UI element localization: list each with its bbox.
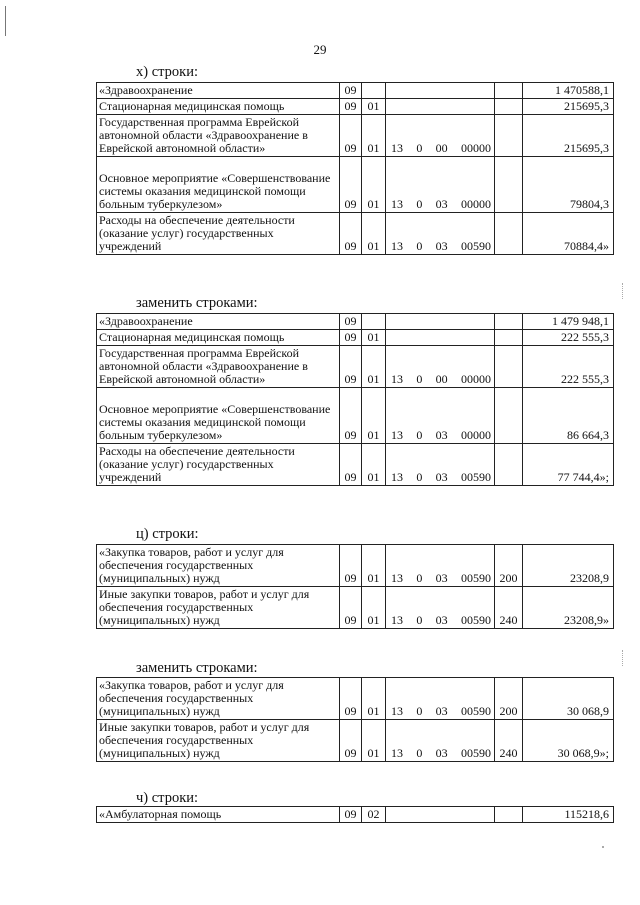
table-row (97, 807, 614, 823)
pr-cell: 01 (362, 587, 386, 629)
rz-cell: 09 (340, 587, 362, 629)
row-name: Иные закупки товаров, работ и услуг для обеспечения государственных (муниципальных) нужд (97, 720, 340, 762)
vr-cell: 200 (495, 678, 523, 720)
vr-cell (495, 807, 523, 823)
code-part: 0 (416, 141, 423, 155)
code-part: 03 (435, 571, 448, 585)
table-row (97, 99, 614, 115)
vr-cell (495, 115, 523, 157)
pr-cell: 01 (362, 678, 386, 720)
code-part: 0 (416, 704, 423, 718)
code-part: 13 (391, 746, 403, 760)
vr-cell (495, 83, 523, 99)
budget-table (96, 313, 614, 486)
target-code-cell (386, 83, 495, 99)
code-part: 00 (435, 141, 448, 155)
table-row (97, 587, 614, 629)
rz-cell: 09 (340, 330, 362, 346)
row-name: Основное мероприятие «Совершенствование системы оказания медицинской помощи больным туберкулезом» (97, 388, 340, 444)
code-part: 13 (391, 470, 403, 484)
page-number: 29 (313, 42, 327, 57)
code-part: 13 (391, 613, 403, 627)
table-row (97, 213, 614, 255)
code-part: 00590 (460, 704, 491, 718)
sum-cell: 30 068,9 (523, 678, 614, 720)
target-code-cell (386, 720, 495, 762)
pr-cell: 01 (362, 720, 386, 762)
rz-cell: 09 (340, 807, 362, 823)
code-part: 0 (416, 197, 423, 211)
code-part: 00590 (460, 613, 491, 627)
code-part: 03 (435, 470, 448, 484)
vr-cell (495, 99, 523, 115)
vr-cell (495, 330, 523, 346)
row-name: «Здравоохранение (97, 83, 340, 99)
code-part: 03 (435, 613, 448, 627)
code-part: 0 (416, 239, 423, 253)
sum-cell: 222 555,3 (523, 346, 614, 388)
target-code-cell (386, 314, 495, 330)
row-name: «Амбулаторная помощь (97, 807, 340, 823)
table-row (97, 314, 614, 330)
sum-cell: 222 555,3 (523, 330, 614, 346)
vr-cell (495, 157, 523, 213)
rz-cell: 09 (340, 213, 362, 255)
vr-cell: 240 (495, 587, 523, 629)
scan-artifact (622, 650, 624, 666)
target-code-cell (386, 587, 495, 629)
target-code-cell (386, 346, 495, 388)
section-heading: заменить строками: (136, 660, 258, 676)
rz-cell: 09 (340, 157, 362, 213)
code-part: 0 (416, 428, 423, 442)
pr-cell: 01 (362, 157, 386, 213)
code-part: 13 (391, 704, 403, 718)
vr-cell (495, 213, 523, 255)
table-row (97, 115, 614, 157)
code-part: 00590 (460, 470, 491, 484)
sum-cell: 77 744,4»; (523, 444, 614, 486)
vr-cell: 240 (495, 720, 523, 762)
pr-cell: 02 (362, 807, 386, 823)
pr-cell: 01 (362, 115, 386, 157)
table-row (97, 545, 614, 587)
table-row (97, 388, 614, 444)
table-row (97, 157, 614, 213)
target-code-cell (386, 388, 495, 444)
rz-cell: 09 (340, 444, 362, 486)
budget-table (96, 82, 614, 255)
row-name: Стационарная медицинская помощь (97, 330, 340, 346)
rz-cell: 09 (340, 346, 362, 388)
rz-cell: 09 (340, 115, 362, 157)
rz-cell: 09 (340, 83, 362, 99)
target-code-cell (386, 545, 495, 587)
code-part: 03 (435, 428, 448, 442)
vr-cell (495, 388, 523, 444)
code-part: 13 (391, 571, 403, 585)
sum-cell: 79804,3 (523, 157, 614, 213)
target-code-cell (386, 213, 495, 255)
vr-cell: 200 (495, 545, 523, 587)
row-name: Государственная программа Еврейской автономной области «Здравоохранение в Еврейской автономной области» (97, 115, 340, 157)
pr-cell (362, 314, 386, 330)
rz-cell: 09 (340, 720, 362, 762)
pr-cell: 01 (362, 346, 386, 388)
code-part: 03 (435, 239, 448, 253)
sum-cell: 23208,9 (523, 545, 614, 587)
code-part: 03 (435, 704, 448, 718)
code-part: 13 (391, 239, 403, 253)
target-code-cell (386, 330, 495, 346)
budget-table (96, 544, 614, 629)
code-part: 13 (391, 197, 403, 211)
row-name: «Закупка товаров, работ и услуг для обеспечения государственных (муниципальных) нужд (97, 678, 340, 720)
section-heading: х) строки: (136, 64, 198, 80)
target-code-cell (386, 678, 495, 720)
row-name: «Здравоохранение (97, 314, 340, 330)
code-part: 00 (435, 372, 448, 386)
rz-cell: 09 (340, 388, 362, 444)
rz-cell: 09 (340, 545, 362, 587)
pr-cell: 01 (362, 330, 386, 346)
rz-cell: 09 (340, 314, 362, 330)
sum-cell: 30 068,9»; (523, 720, 614, 762)
scan-artifact (602, 846, 604, 848)
target-code-cell (386, 807, 495, 823)
vr-cell (495, 444, 523, 486)
target-code-cell (386, 99, 495, 115)
code-part: 00000 (460, 428, 491, 442)
table-row (97, 678, 614, 720)
section-heading: ч) строки: (136, 790, 199, 806)
section-heading: заменить строками: (136, 295, 258, 311)
sum-cell: 215695,3 (523, 99, 614, 115)
row-name: Иные закупки товаров, работ и услуг для обеспечения государственных (муниципальных) нужд (97, 587, 340, 629)
pr-cell: 01 (362, 545, 386, 587)
row-name: Государственная программа Еврейской автономной области «Здравоохранение в Еврейской автономной области» (97, 346, 340, 388)
row-name: Стационарная медицинская помощь (97, 99, 340, 115)
target-code-cell (386, 115, 495, 157)
sum-cell: 23208,9» (523, 587, 614, 629)
code-part: 00000 (460, 372, 491, 386)
table-row (97, 444, 614, 486)
table-row (97, 720, 614, 762)
code-part: 0 (416, 372, 423, 386)
scan-artifact (622, 283, 624, 299)
sum-cell: 70884,4» (523, 213, 614, 255)
pr-cell: 01 (362, 213, 386, 255)
target-code-cell (386, 157, 495, 213)
pr-cell (362, 83, 386, 99)
rz-cell: 09 (340, 99, 362, 115)
sum-cell: 86 664,3 (523, 388, 614, 444)
sum-cell: 215695,3 (523, 115, 614, 157)
budget-table (96, 677, 614, 762)
code-part: 13 (391, 372, 403, 386)
section-heading: ц) строки: (136, 526, 199, 542)
margin-mark (5, 6, 6, 36)
code-part: 03 (435, 197, 448, 211)
code-part: 13 (391, 428, 403, 442)
code-part: 00590 (460, 571, 491, 585)
rz-cell: 09 (340, 678, 362, 720)
sum-cell: 1 470588,1 (523, 83, 614, 99)
row-name: «Закупка товаров, работ и услуг для обеспечения государственных (муниципальных) нужд (97, 545, 340, 587)
budget-table (96, 806, 614, 823)
table-row (97, 83, 614, 99)
row-name: Расходы на обеспечение деятельности (оказание услуг) государственных учреждений (97, 444, 340, 486)
vr-cell (495, 314, 523, 330)
target-code-cell (386, 444, 495, 486)
code-part: 00000 (460, 197, 491, 211)
table-row (97, 330, 614, 346)
code-part: 0 (416, 470, 423, 484)
code-part: 00000 (460, 141, 491, 155)
sum-cell: 115218,6 (523, 807, 614, 823)
code-part: 00590 (460, 239, 491, 253)
code-part: 13 (391, 141, 403, 155)
pr-cell: 01 (362, 444, 386, 486)
code-part: 0 (416, 746, 423, 760)
row-name: Основное мероприятие «Совершенствование системы оказания медицинской помощи больным туберкулезом» (97, 157, 340, 213)
code-part: 03 (435, 746, 448, 760)
vr-cell (495, 346, 523, 388)
table-row (97, 346, 614, 388)
pr-cell: 01 (362, 388, 386, 444)
row-name: Расходы на обеспечение деятельности (оказание услуг) государственных учреждений (97, 213, 340, 255)
pr-cell: 01 (362, 99, 386, 115)
code-part: 0 (416, 571, 423, 585)
code-part: 0 (416, 613, 423, 627)
code-part: 00590 (460, 746, 491, 760)
sum-cell: 1 479 948,1 (523, 314, 614, 330)
